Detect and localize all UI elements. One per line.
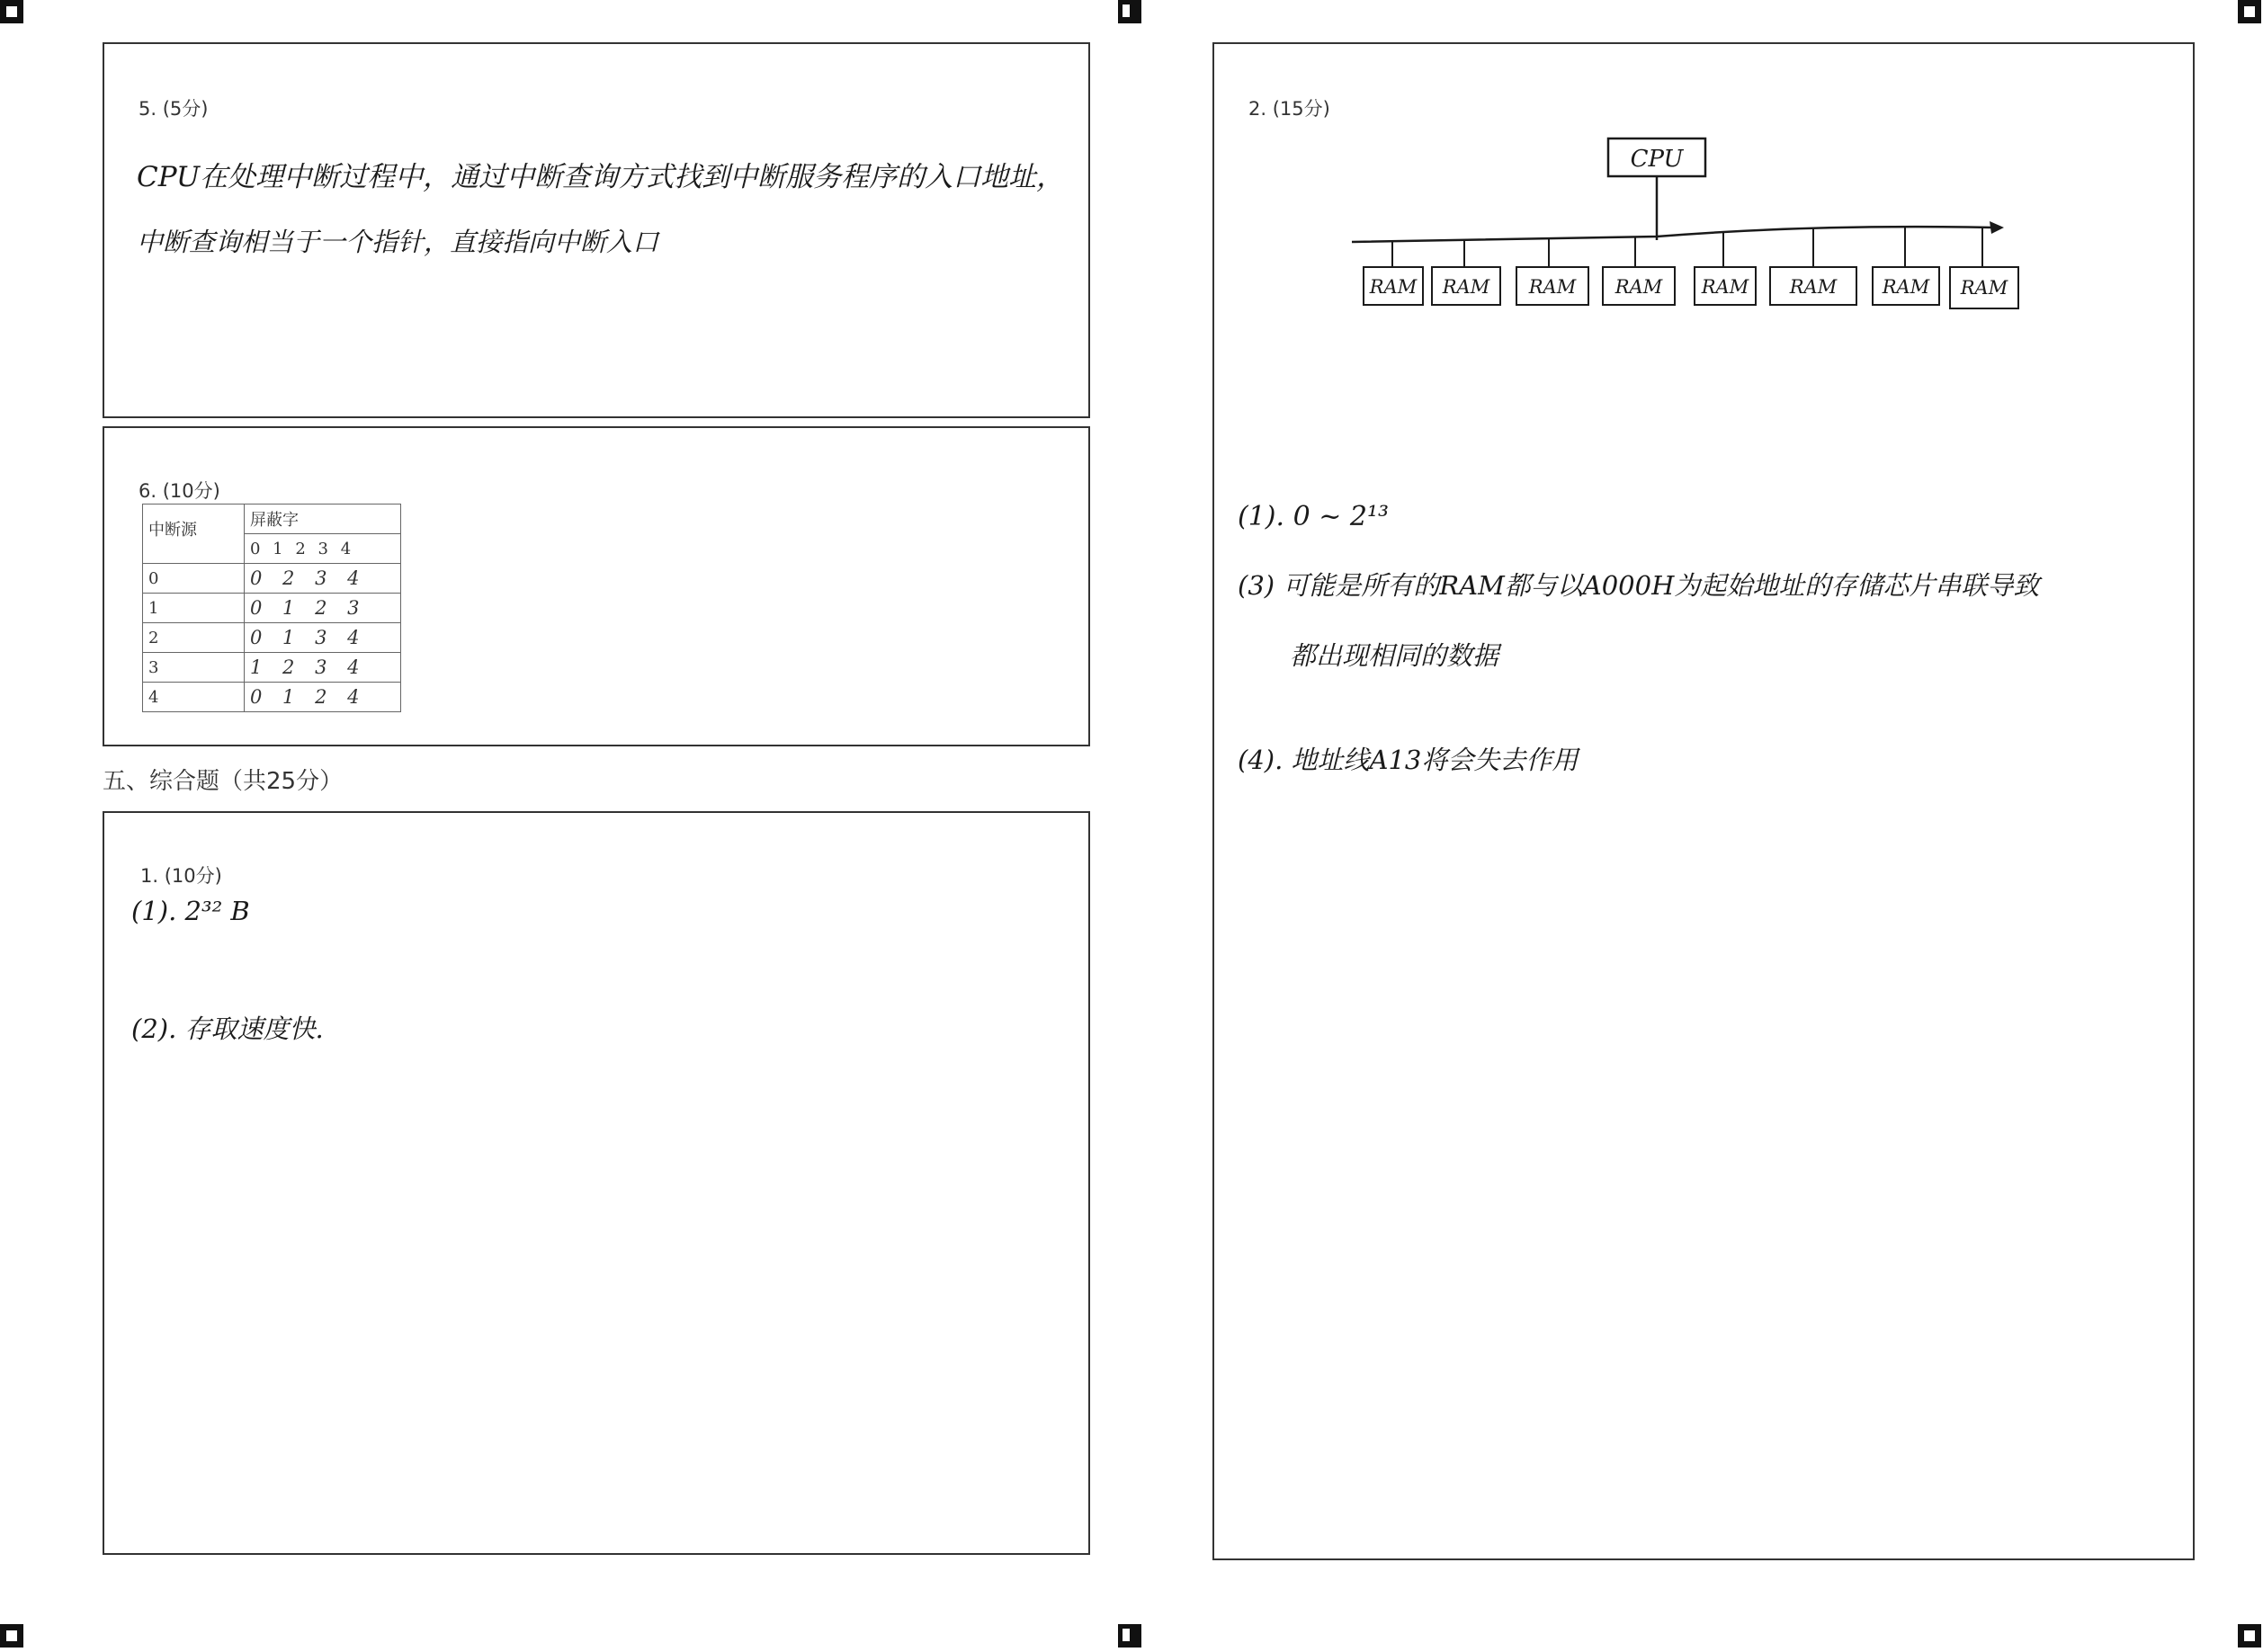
ram-label: RAM — [1701, 276, 1749, 298]
ram-label: RAM — [1442, 276, 1490, 298]
bus-line — [1352, 227, 1993, 242]
ram-label: RAM — [1369, 276, 1418, 298]
corner-marker-top-right — [2238, 0, 2261, 23]
mask-table-source-header: 中断源 — [143, 505, 245, 564]
question-6-box — [103, 426, 1090, 746]
bus-diagram — [1349, 134, 2051, 323]
question-2-answer-3-line-1: (3) 可能是所有的RAM都与以A000H为起始地址的存储芯片串联导致 — [1238, 570, 2040, 601]
question-2-answer-1: (1). 0 ~ 2¹³ — [1238, 501, 1390, 532]
corner-marker-bottom-center — [1118, 1624, 1141, 1648]
ram-module — [1950, 228, 2018, 308]
mask-table-value: 1 2 3 4 — [245, 653, 401, 683]
ram-label: RAM — [1528, 276, 1577, 298]
ram-module — [1603, 237, 1675, 305]
question-5-answer-line-1: CPU在处理中断过程中，通过中断查询方式找到中断服务程序的入口地址， — [137, 161, 1065, 193]
ram-module — [1364, 242, 1423, 305]
question-2-label: 2. (15分) — [1248, 98, 1330, 120]
cpu-label: CPU — [1630, 146, 1684, 173]
ram-label: RAM — [1615, 276, 1663, 298]
mask-table — [142, 504, 401, 712]
ram-module — [1770, 228, 1856, 305]
corner-marker-top-center — [1118, 0, 1141, 23]
ram-module — [1432, 241, 1500, 305]
question-5-box — [103, 42, 1090, 418]
mask-table-source: 1 — [143, 594, 245, 623]
mask-table-source: 4 — [143, 683, 245, 712]
ram-label: RAM — [1882, 276, 1930, 298]
corner-marker-bottom-right — [2238, 1624, 2261, 1648]
question-2-answer-4: (4). 地址线A13将会失去作用 — [1238, 745, 1579, 775]
mask-table-source: 0 — [143, 564, 245, 594]
ram-label: RAM — [1789, 276, 1838, 298]
question-2-answer-3-line-2: 都出现相同的数据 — [1290, 640, 1499, 671]
ram-module — [1695, 233, 1756, 305]
bus-arrow-head — [1990, 221, 2004, 234]
question-1-label: 1. (10分) — [140, 865, 222, 887]
mask-table-source: 2 — [143, 623, 245, 653]
section-5-title: 五、综合题（共25分） — [103, 768, 344, 795]
mask-table-source: 3 — [143, 653, 245, 683]
mask-table-value: 0 1 3 4 — [245, 623, 401, 653]
ram-label: RAM — [1960, 277, 2008, 299]
question-6-label: 6. (10分) — [139, 480, 220, 502]
question-1-answer-2: (2). 存取速度快. — [131, 1014, 324, 1044]
question-5-label: 5. (5分) — [139, 98, 209, 120]
mask-table-mask-header: 屏蔽字 — [245, 505, 401, 534]
corner-marker-top-left — [0, 0, 23, 23]
mask-table-value: 0 1 2 3 — [245, 594, 401, 623]
question-1-box — [103, 811, 1090, 1555]
ram-module — [1873, 227, 1939, 305]
question-5-answer-line-2: 中断查询相当于一个指针，直接指向中断入口 — [137, 227, 659, 257]
question-1-answer-1: (1). 2³² B — [131, 896, 250, 926]
corner-marker-bottom-left — [0, 1624, 23, 1648]
mask-table-value: 0 2 3 4 — [245, 564, 401, 594]
question-2-box — [1212, 42, 2195, 1560]
mask-table-bit-header: 0 1 2 3 4 — [245, 534, 401, 564]
ram-module — [1516, 239, 1588, 305]
mask-table-value: 0 1 2 4 — [245, 683, 401, 712]
